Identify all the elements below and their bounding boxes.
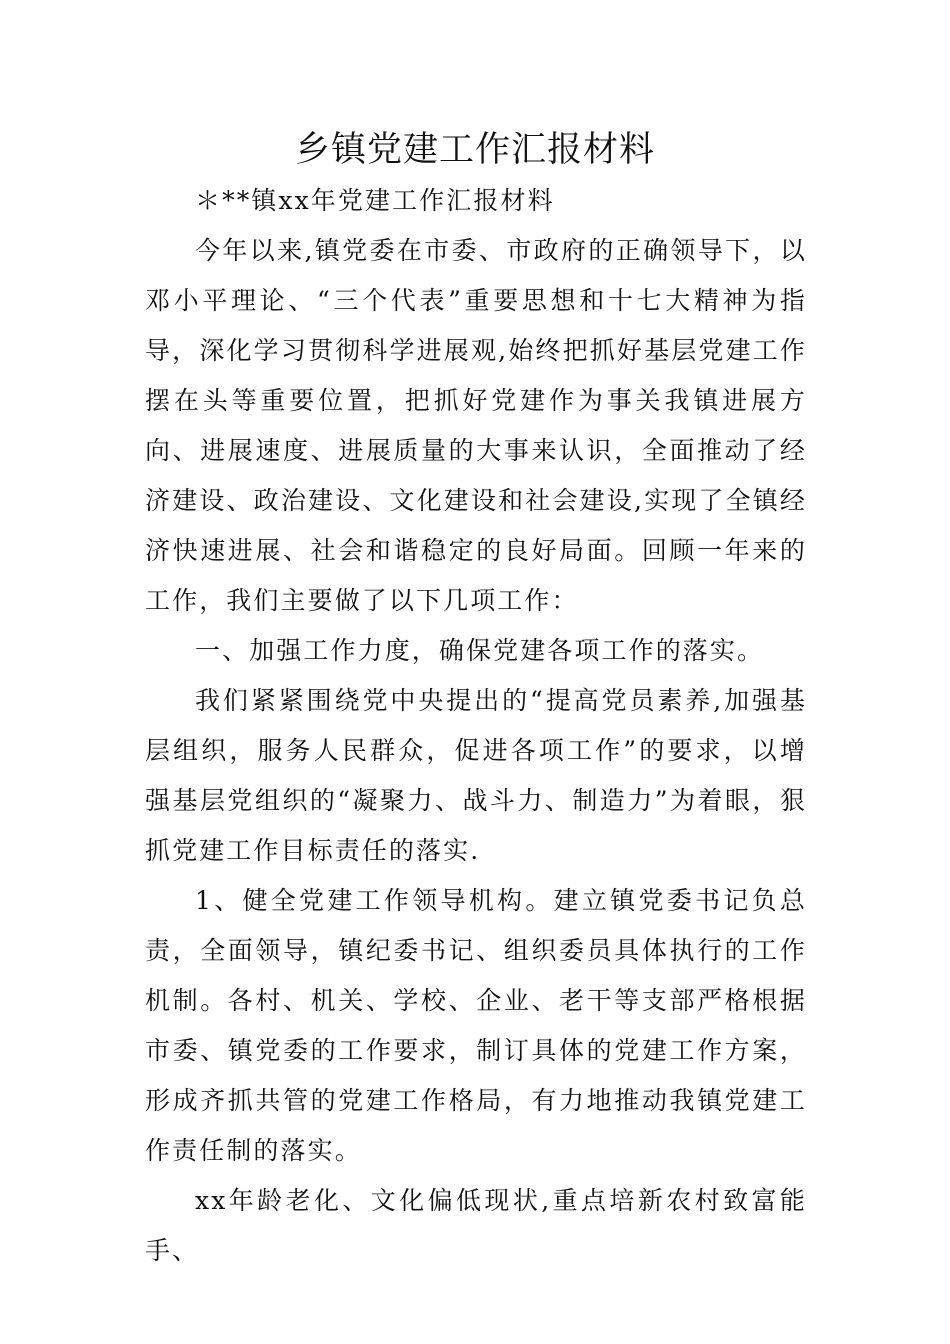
document-title: 乡镇党建工作汇报材料 (294, 130, 655, 170)
subtitle-paragraph: ＊**镇xx年党建工作汇报材料 (195, 186, 555, 215)
intro-paragraph: 今年以来,镇党委在市委、市政府的正确领导下，以邓小平理论、“三个代表”重要思想和十七大精神为指导，深化学习贯彻科学进展观,始终把抓好基层党建工作摆在头等重要位置，把抓好党建作为事关我镇进展方向、进展速度、进展质量的大事来认识，全面推动了经济建设、政治建设、文化建设和社会建设,实现了全镇经济快速进展、社会和谐稳定的良好局面。回顾一年来的工作，我们主要做了以下几项工作： (145, 236, 807, 615)
body-paragraph: 1、健全党建工作领导机构。建立镇党委书记负总责，全面领导，镇纪委书记、组织委员具体执行的工作机制。各村、机关、学校、企业、老干等支部严格根据市委、镇党委的工作要求，制订具体的党建工作方案，形成齐抓共管的党建工作格局，有力地推动我镇党建工作责任制的落实。 (145, 886, 807, 1165)
body-paragraph: 我们紧紧围绕党中央提出的“提高党员素养,加强基层组织，服务人民群众，促进各项工作”的要求，以增强基层党组织的“凝聚力、战斗力、制造力”为着眼，狠抓党建工作目标责任的落实. (145, 686, 807, 865)
section-heading: 一、加强工作力度，确保党建各项工作的落实。 (195, 636, 765, 665)
document-body (145, 176, 807, 1276)
body-paragraph: xx年龄老化、文化偏低现状,重点培新农村致富能手、 (145, 1186, 807, 1265)
